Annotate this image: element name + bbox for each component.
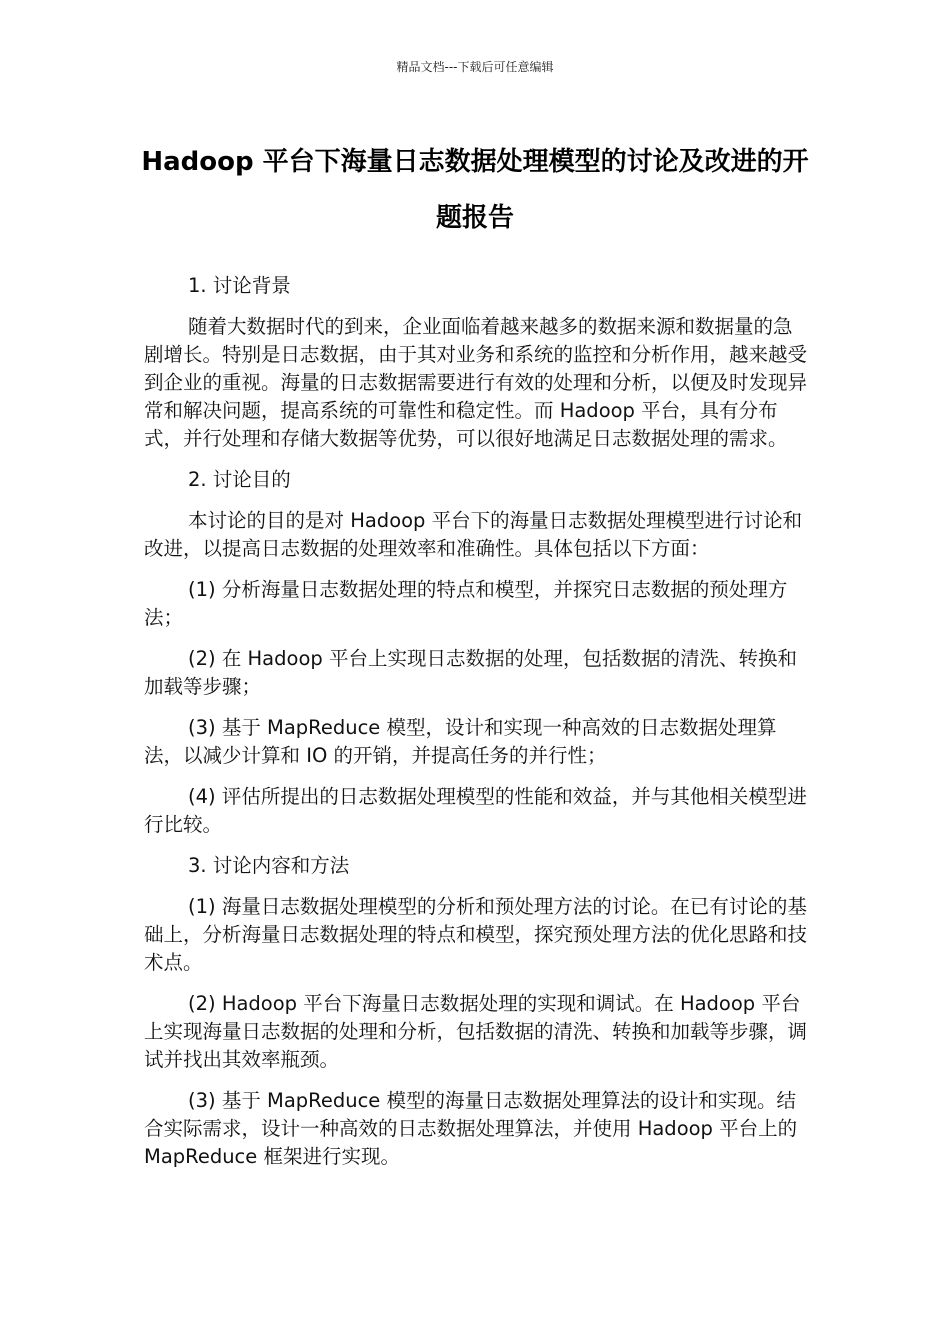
section-heading-purpose: 2. 讨论目的 xyxy=(188,468,291,491)
section-heading-content-methods: 3. 讨论内容和方法 xyxy=(188,854,350,877)
content-item-3: (3) 基于 MapReduce 模型的海量日志数据处理算法的设计和实现。结合实际需求，设计一种高效的日志数据处理算法，并使用 Hadoop 平台上的 MapReduce 框架进行实现。 xyxy=(144,1089,798,1168)
purpose-item-1: (1) 分析海量日志数据处理的特点和模型，并探究日志数据的预处理方法； xyxy=(144,578,788,629)
section-heading-background: 1. 讨论背景 xyxy=(188,274,291,297)
purpose-item-4: (4) 评估所提出的日志数据处理模型的性能和效益，并与其他相关模型进行比较。 xyxy=(144,785,807,836)
purpose-item-2: (2) 在 Hadoop 平台上实现日志数据的处理，包括数据的清洗、转换和加载等步骤； xyxy=(144,647,797,698)
document-body xyxy=(144,272,810,1184)
content-item-2: (2) Hadoop 平台下海量日志数据处理的实现和调试。在 Hadoop 平台上实现海量日志数据的处理和分析，包括数据的清洗、转换和加载等步骤，调试并找出其效率瓶颈。 xyxy=(144,992,808,1071)
purpose-item-3: (3) 基于 MapReduce 模型，设计和实现一种高效的日志数据处理算法，以减少计算和 IO 的开销，并提高任务的并行性； xyxy=(144,716,777,767)
paragraph-purpose-intro: 本讨论的目的是对 Hadoop 平台下的海量日志数据处理模型进行讨论和改进，以提高日志数据的处理效率和准确性。具体包括以下方面： xyxy=(144,509,803,560)
content-item-1: (1) 海量日志数据处理模型的分析和预处理方法的讨论。在已有讨论的基础上，分析海量日志数据处理的特点和模型，探究预处理方法的优化思路和技术点。 xyxy=(144,895,808,974)
paragraph-background: 随着大数据时代的到来，企业面临着越来越多的数据来源和数据量的急剧增长。特别是日志数据，由于其对业务和系统的监控和分析作用，越来越受到企业的重视。海量的日志数据需要进行有效的处理和分析，以便及时发现异常和解决问题，提高系统的可靠性和稳定性。而 Hadoop 平台，具有分布式，并行处理和存储大数据等优势，可以很好地满足日志数据处理的需求。 xyxy=(144,315,808,450)
header-note: 精品文档---下载后可任意编辑 xyxy=(396,60,554,74)
document-title: Hadoop 平台下海量日志数据处理模型的讨论及改进的开题报告 xyxy=(141,147,809,233)
